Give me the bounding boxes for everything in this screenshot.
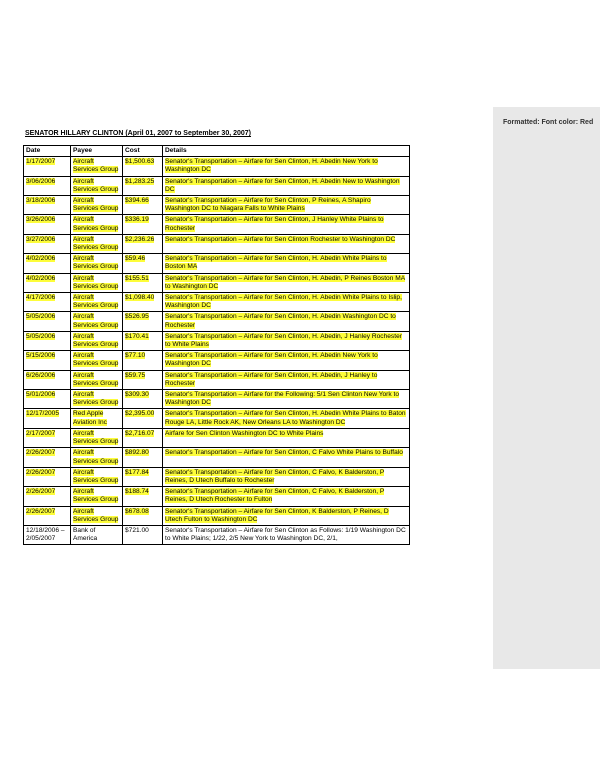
document-title: SENATOR HILLARY CLINTON (April 01, 2007 to September 30, 2007) (25, 130, 252, 137)
cell-payee-text: Aircraft Services Group (73, 468, 119, 484)
cell-details (163, 157, 410, 176)
cell-payee (71, 331, 123, 350)
cell-payee-text: Bank of America (73, 526, 98, 543)
cell-payee-text: Aircraft Services Group (73, 449, 119, 465)
cell-cost (123, 215, 163, 234)
cell-details-text: Senator's Transportation – Airfare for Sen Clinton, H. Abedin New York to Washington DC (165, 158, 378, 174)
cell-payee-text: Aircraft Services Group (73, 158, 119, 174)
cell-payee-text: Aircraft Services Group (73, 371, 119, 387)
cell-date (24, 312, 71, 331)
cell-payee (71, 351, 123, 370)
table-row (24, 312, 410, 331)
cell-details-text: Senator's Transportation – Airfare for Sen Clinton, C Falvo, K Balderston, P Reines, D Utech Rochester to Fulton (165, 488, 385, 504)
cell-date (24, 215, 71, 234)
cell-payee-text: Aircraft Services Group (73, 488, 119, 504)
cell-details-text: Senator's Transportation – Airfare for Sen Clinton, H. Abedin New York to Washington DC (165, 352, 378, 368)
cell-date-text: 5/05/2006 (26, 313, 56, 321)
cell-payee-text: Red Apple Aviation Inc (73, 410, 107, 426)
table-row (24, 448, 410, 467)
cell-date (24, 428, 71, 447)
cell-details (163, 273, 410, 292)
cell-cost (123, 428, 163, 447)
cell-date (24, 196, 71, 215)
cell-cost-text: $77.10 (125, 352, 146, 360)
cell-cost-text: $2,716.07 (125, 429, 155, 437)
cell-date (24, 467, 71, 486)
cell-date-text: 5/01/2006 (26, 391, 56, 399)
cell-details-text: Senator's Transportation – Airfare for Sen Clinton as Follows: 1/19 Washington DC to White Plains; 1/22, 2/5 New York to Washington DC, 2/1, (165, 526, 406, 543)
cell-date (24, 254, 71, 273)
cell-date (24, 506, 71, 525)
cell-details-text: Senator's Transportation – Airfare for Sen Clinton, C Falvo, K Balderston, P Reines, D Utech Buffalo to Rochester (165, 468, 385, 484)
cell-date (24, 331, 71, 350)
cell-details-text: Airfare for Sen Clinton Washington DC to White Plains (165, 429, 324, 437)
cell-date (24, 448, 71, 467)
table-row (24, 157, 410, 176)
table-row (24, 467, 410, 486)
cell-cost (123, 196, 163, 215)
cell-payee (71, 312, 123, 331)
cell-payee-text: Aircraft Services Group (73, 313, 119, 329)
cell-details-text: Senator's Transportation – Airfare for Sen Clinton, P Reines, A Shapiro Washington DC to Niagara Falls to White Plains (165, 197, 371, 213)
cell-date (24, 390, 71, 409)
cell-cost (123, 409, 163, 428)
cell-date-text: 12/18/2006 – 2/05/2007 (26, 526, 65, 543)
cell-cost (123, 331, 163, 350)
cell-cost-text: $678.08 (125, 507, 149, 515)
cell-details (163, 428, 410, 447)
table-row (24, 331, 410, 350)
cell-payee (71, 428, 123, 447)
cell-cost (123, 312, 163, 331)
cell-details-text: Senator's Transportation – Airfare for Sen Clinton, H. Abedin, P Reines Boston MA to Washington DC (165, 274, 406, 290)
cell-date (24, 487, 71, 506)
cell-date (24, 293, 71, 312)
cell-date-text: 5/15/2006 (26, 352, 56, 360)
cell-date-text: 2/26/2007 (26, 507, 56, 515)
table-row (24, 351, 410, 370)
cell-cost-text: $526.95 (125, 313, 149, 321)
cell-date-text: 2/17/2007 (26, 429, 56, 437)
cell-payee (71, 293, 123, 312)
cell-details-text: Senator's Transportation – Airfare for the Following: 5/1 Sen Clinton New York to Washington DC (165, 391, 399, 407)
cell-details (163, 390, 410, 409)
cell-date-text: 3/27/2006 (26, 235, 56, 243)
table-row (24, 370, 410, 389)
cell-cost (123, 254, 163, 273)
table-row (24, 176, 410, 195)
cell-details (163, 370, 410, 389)
cell-payee (71, 254, 123, 273)
cell-payee (71, 157, 123, 176)
cell-date (24, 409, 71, 428)
cell-payee (71, 390, 123, 409)
cell-payee-text: Aircraft Services Group (73, 177, 119, 193)
cell-details (163, 254, 410, 273)
cell-date-text: 2/26/2007 (26, 468, 56, 476)
cell-details (163, 176, 410, 195)
cell-date (24, 176, 71, 195)
cell-payee-text: Aircraft Services Group (73, 274, 119, 290)
cell-date-text: 12/17/2005 (26, 410, 60, 418)
cell-cost (123, 234, 163, 253)
cell-date-text: 2/26/2007 (26, 488, 56, 496)
cell-cost-text: $188.74 (125, 488, 149, 496)
cell-date-text: 4/02/2006 (26, 274, 56, 282)
cell-payee-text: Aircraft Services Group (73, 235, 119, 252)
table-row (24, 428, 410, 447)
cell-cost-text: $1,283.25 (125, 177, 155, 185)
table-row (24, 234, 410, 253)
cell-cost (123, 525, 163, 544)
cell-cost-text: $1,098.40 (125, 294, 155, 302)
cell-cost (123, 293, 163, 312)
table-row (24, 525, 410, 544)
cell-cost (123, 390, 163, 409)
cell-date (24, 351, 71, 370)
cell-cost-text: $721.00 (125, 526, 149, 534)
cell-payee (71, 506, 123, 525)
cell-payee (71, 448, 123, 467)
cell-date (24, 234, 71, 253)
cell-cost (123, 370, 163, 389)
header-details: Details (163, 146, 410, 157)
cell-cost (123, 273, 163, 292)
cell-payee (71, 234, 123, 253)
cell-details (163, 196, 410, 215)
cell-details (163, 293, 410, 312)
cell-cost (123, 351, 163, 370)
formatting-note: Formatted: Font color: Red (503, 119, 594, 126)
cell-details (163, 448, 410, 467)
cell-details (163, 312, 410, 331)
cell-date-text: 3/18/2006 (26, 197, 56, 205)
cell-cost-text: $394.66 (125, 197, 149, 205)
table-row (24, 196, 410, 215)
cell-payee (71, 525, 123, 544)
cell-details-text: Senator's Transportation – Airfare for Sen Clinton, H. Abedin White Plains to Islip, Washington DC (165, 294, 402, 310)
cell-details (163, 351, 410, 370)
cell-payee (71, 409, 123, 428)
table-row (24, 390, 410, 409)
cell-details (163, 467, 410, 486)
cell-details-text: Senator's Transportation – Airfare for Sen Clinton, H. Abedin Washington DC to Rochester (165, 313, 396, 329)
table-row (24, 409, 410, 428)
cell-payee (71, 196, 123, 215)
cell-date (24, 370, 71, 389)
cell-payee-text: Aircraft Services Group (73, 294, 119, 310)
cell-date-text: 3/06/2006 (26, 177, 56, 185)
cell-payee-text: Aircraft Services Group (73, 507, 119, 523)
cell-cost (123, 467, 163, 486)
table-row (24, 506, 410, 525)
cell-cost-text: $170.41 (125, 332, 149, 340)
cell-details-text: Senator's Transportation – Airfare for Sen Clinton, J Hanley White Plains to Rochester (165, 216, 384, 232)
cell-details (163, 215, 410, 234)
cell-cost (123, 157, 163, 176)
cell-details-text: Senator's Transportation – Airfare for Sen Clinton, C Falvo White Plains to Buffalo (165, 449, 403, 457)
header-payee: Payee (71, 146, 123, 157)
cell-details (163, 409, 410, 428)
cell-payee (71, 176, 123, 195)
table-row (24, 273, 410, 292)
cell-date (24, 525, 71, 544)
cell-details (163, 525, 410, 544)
table-body (24, 157, 410, 545)
table-row (24, 487, 410, 506)
cell-cost-text: $309.30 (125, 391, 149, 399)
cell-details-text: Senator's Transportation – Airfare for Sen Clinton, H. Abedin White Plains to Baton Rouge LA, Little Rock AK, New Orleans LA to Washington DC (165, 410, 406, 426)
cell-date-text: 6/26/2006 (26, 371, 56, 379)
cell-payee (71, 487, 123, 506)
cell-cost-text: $177.84 (125, 468, 149, 476)
cell-date-text: 5/05/2006 (26, 332, 56, 340)
cell-date-text: 1/17/2007 (26, 158, 56, 166)
cell-payee-text: Aircraft Services Group (73, 255, 119, 271)
cell-details-text: Senator's Transportation – Airfare for Sen Clinton Rochester to Washington DC (165, 235, 396, 243)
cell-cost-text: $336.19 (125, 216, 149, 224)
cell-payee-text: Aircraft Services Group (73, 391, 119, 407)
cell-details (163, 331, 410, 350)
cell-payee (71, 467, 123, 486)
cell-date-text: 2/26/2007 (26, 449, 56, 457)
cell-cost-text: $892.80 (125, 449, 149, 457)
comments-margin-panel (493, 107, 600, 669)
table-row (24, 293, 410, 312)
cell-details-text: Senator's Transportation – Airfare for Sen Clinton, H. Abedin, J Hanley to Rochester (165, 371, 378, 387)
header-date: Date (24, 146, 71, 157)
cell-cost-text: $2,395.00 (125, 410, 155, 418)
cell-details-text: Senator's Transportation – Airfare for Sen Clinton, H. Abedin White Plains to Boston MA (165, 255, 387, 271)
cell-date-text: 3/26/2006 (26, 216, 56, 224)
cell-payee-text: Aircraft Services Group (73, 197, 119, 213)
cell-cost (123, 487, 163, 506)
cell-payee-text: Aircraft Services Group (73, 352, 119, 368)
cell-cost-text: $1,500.63 (125, 158, 155, 166)
airfare-table (23, 145, 410, 545)
cell-payee-text: Aircraft Services Group (73, 429, 119, 446)
header-cost: Cost (123, 146, 163, 157)
cell-payee (71, 215, 123, 234)
table-row (24, 215, 410, 234)
cell-cost (123, 448, 163, 467)
cell-payee-text: Aircraft Services Group (73, 216, 119, 232)
cell-cost-text: $59.75 (125, 371, 146, 379)
cell-cost (123, 506, 163, 525)
cell-payee-text: Aircraft Services Group (73, 332, 119, 349)
cell-date-text: 4/02/2006 (26, 255, 56, 263)
cell-cost-text: $59.46 (125, 255, 146, 263)
cell-details (163, 487, 410, 506)
cell-cost-text: $155.51 (125, 274, 149, 282)
cell-date-text: 4/17/2006 (26, 294, 56, 302)
cell-details-text: Senator's Transportation – Airfare for Sen Clinton, H. Abedin, J Hanley Rochester to White Plains (165, 332, 402, 349)
cell-payee (71, 273, 123, 292)
cell-details (163, 234, 410, 253)
cell-details (163, 506, 410, 525)
cell-cost-text: $2,236.26 (125, 235, 155, 243)
cell-date (24, 157, 71, 176)
cell-date (24, 273, 71, 292)
cell-cost (123, 176, 163, 195)
cell-details-text: Senator's Transportation – Airfare for Sen Clinton, K Balderston, P Reines, D Utech Fulton to Washington DC (165, 507, 389, 523)
table-row (24, 254, 410, 273)
cell-payee (71, 370, 123, 389)
cell-details-text: Senator's Transportation – Airfare for Sen Clinton, H. Abedin New to Washington DC (165, 177, 400, 193)
table-header-row (24, 146, 410, 157)
